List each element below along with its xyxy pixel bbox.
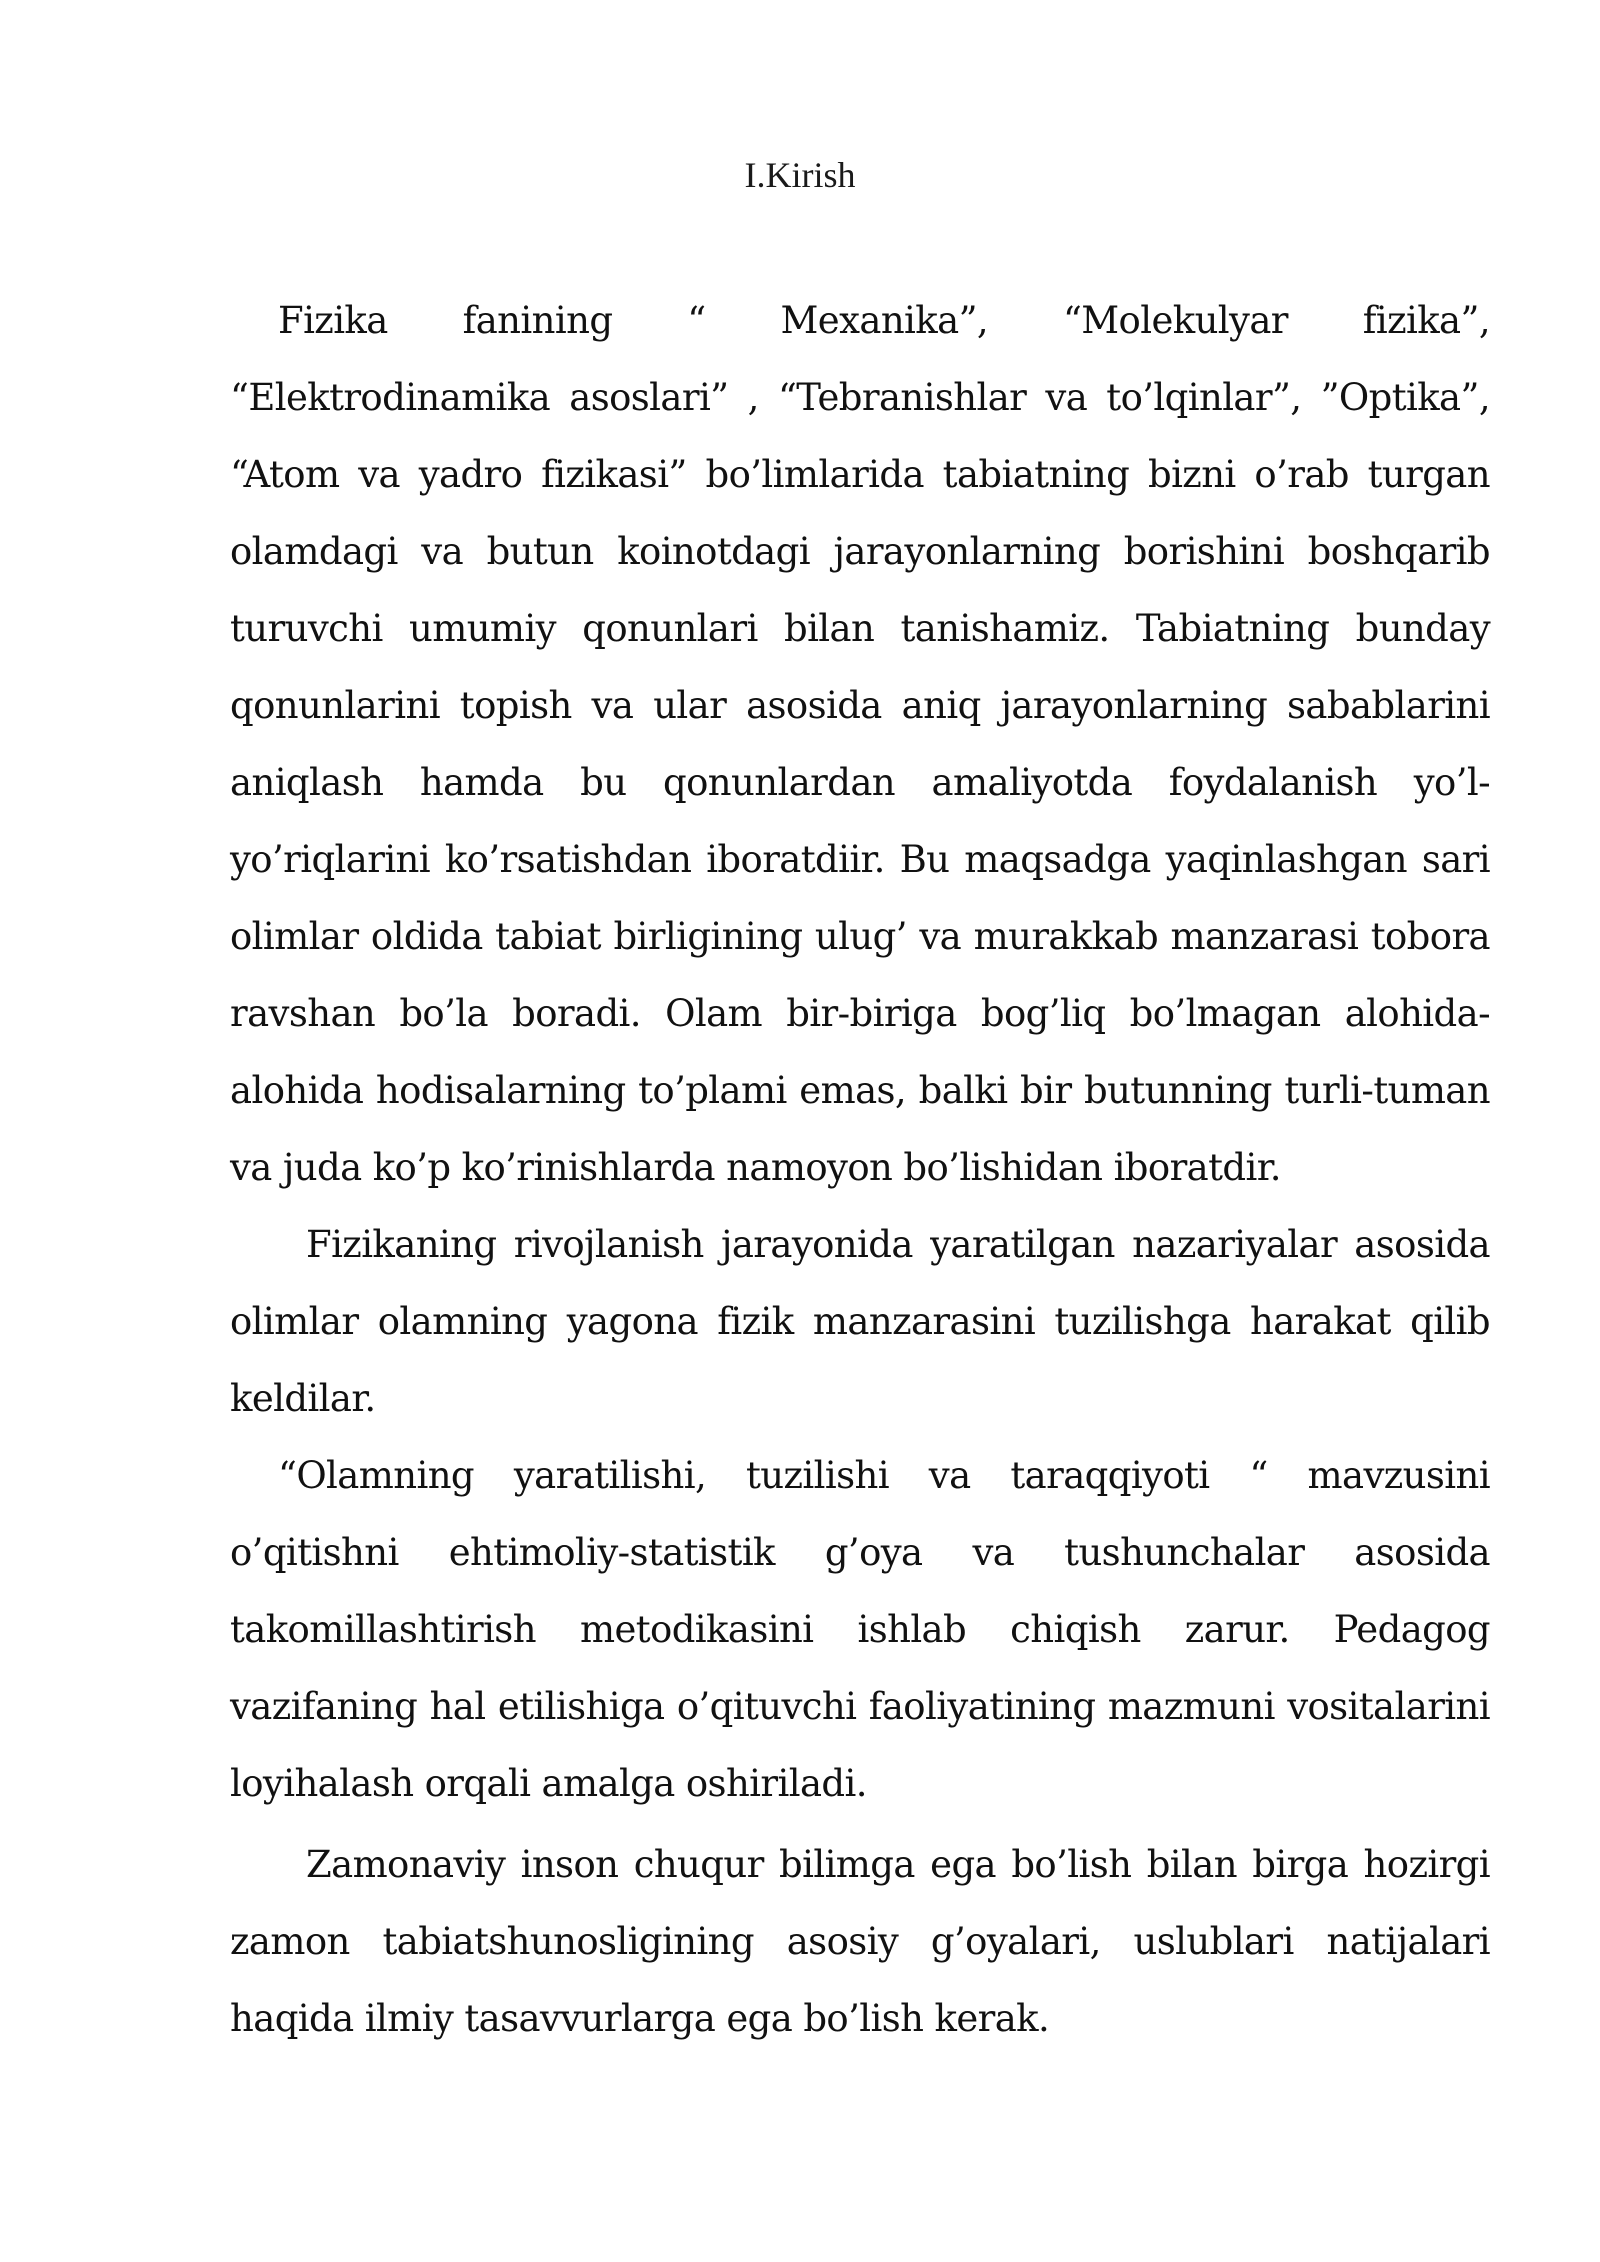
section-heading: I.Kirish — [744, 155, 856, 195]
document-body — [230, 282, 1490, 2057]
paragraph-modern-person: Zamonaviy inson chuqur bilimga ega bo’lish bilan birga hozirgi zamon tabiatshunosligining asosiy g’oyalari, uslublari natijalari haqida ilmiy tasavvurlarga ega bo’lish kerak. — [230, 1843, 1490, 2040]
paragraph-intro: Fizika fanining “ Mexanika”, “Molekulyar fizika”, “Elektrodinamika asoslari” , “Tebranishlar va to’lqinlar”, ”Optika”, “Atom va yadro fizikasi” bo’limlarida tabiatning bizni o’rab turgan olamdagi va butun koinotdagi jarayonlarning borishini boshqarib turuvchi umumiy qonunlari bilan tanishamiz. Tabiatning bunday qonunlarini topish va ular asosida aniq jarayonlarning sabablarini aniqlash hamda bu qonunlardan amaliyotda foydalanish yo’l-yo’riqlarini ko’rsatishdan iboratdiir. Bu maqsadga yaqinlashgan sari olimlar oldida tabiat birligining ulug’ va murakkab manzarasi tobora ravshan bo’la boradi. Olam bir-biriga bog’liq bo’lmagan alohida-alohida hodisalarning to’plami emas, balki bir butunning turli-tuman va juda ko’p ko’rinishlarda namoyon bo’lishidan iboratdir. — [230, 299, 1490, 1189]
paragraph-methodology: “Olamning yaratilishi, tuzilishi va taraqqiyoti “ mavzusini o’qitishni ehtimoliy-statistik g’oya va tushunchalar asosida takomillashtirish metodikasini ishlab chiqish zarur. Pedagog vazifaning hal etilishiga o’qituvchi faoliyatining mazmuni vositalarini loyihalash orqali amalga oshiriladi. — [230, 1454, 1490, 1805]
paragraph-theories: Fizikaning rivojlanish jarayonida yaratilgan nazariyalar asosida olimlar olamning yagona fizik manzarasini tuzilishga harakat qilib keldilar. — [230, 1223, 1490, 1420]
